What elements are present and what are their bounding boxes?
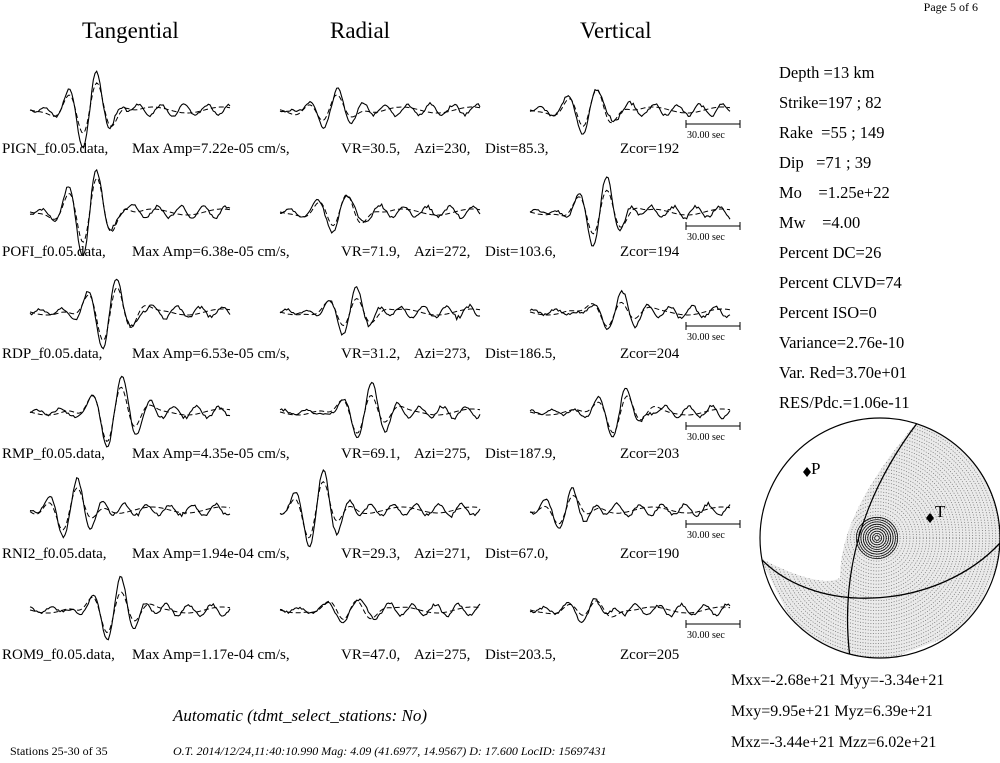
station-zcor: Zcor=192	[620, 141, 680, 157]
footer-origin: O.T. 2014/12/24,11:40:10.990 Mag: 4.09 (41.6977, 14.9567) D: 17.600 LocID: 15697431	[173, 744, 607, 758]
station-file: RDP_f0.05.data,	[2, 346, 103, 362]
station-vr: VR=71.9,	[341, 244, 401, 260]
focal-mechanism-beachball	[699, 360, 1000, 716]
observed-waveform	[530, 90, 730, 134]
header-tangential: Tangential	[82, 18, 179, 43]
station-amp: Max Amp=6.53e-05 cm/s,	[132, 346, 290, 362]
solution-param: Strike=197 ; 82	[779, 93, 882, 112]
station-amp: Max Amp=1.94e-04 cm/s,	[132, 546, 290, 562]
observed-waveform	[30, 376, 230, 447]
station-azi: Azi=230,	[414, 141, 471, 157]
station-file: RMP_f0.05.data,	[2, 446, 105, 462]
station-amp: Max Amp=6.38e-05 cm/s,	[132, 244, 290, 260]
automatic-note: Automatic (tdmt_select_stations: No)	[173, 706, 428, 725]
solution-param: Variance=2.76e-10	[779, 333, 905, 352]
station-dist: Dist=187.9,	[485, 446, 556, 462]
p-axis-label: P	[811, 459, 821, 478]
observed-waveform	[30, 577, 230, 640]
header-vertical: Vertical	[580, 18, 652, 43]
synthetic-waveform	[530, 396, 730, 433]
footer-stations: Stations 25-30 of 35	[10, 744, 108, 758]
t-axis-label: T	[935, 502, 946, 521]
time-scale-label: 30.00 sec	[687, 232, 725, 243]
solution-param: Mo =1.25e+22	[779, 183, 890, 202]
station-zcor: Zcor=205	[620, 647, 680, 663]
station-azi: Azi=273,	[414, 346, 471, 362]
moment-tensor-line: Mxz=-3.44e+21 Mzz=6.02e+21	[731, 734, 937, 751]
observed-waveform	[280, 196, 480, 233]
synthetic-waveform	[30, 488, 230, 530]
solution-param: RES/Pdc.=1.06e-11	[779, 393, 910, 412]
time-scale-bar	[686, 322, 740, 330]
observed-waveform	[530, 291, 730, 330]
synthetic-waveform	[30, 83, 230, 133]
observed-waveform	[530, 488, 730, 528]
station-azi: Azi=275,	[414, 446, 471, 462]
station-azi: Azi=275,	[414, 647, 471, 663]
header-radial: Radial	[330, 18, 391, 43]
time-scale-label: 30.00 sec	[687, 530, 725, 541]
station-dist: Dist=203.5,	[485, 647, 556, 663]
observed-waveform	[30, 478, 230, 538]
station-file: PIGN_f0.05.data,	[2, 141, 109, 157]
time-scale-bar	[686, 222, 740, 230]
solution-param: Percent DC=26	[779, 243, 882, 262]
station-file: POFI_f0.05.data,	[2, 244, 106, 260]
solution-param: Var. Red=3.70e+01	[779, 363, 908, 382]
time-scale-label: 30.00 sec	[687, 332, 725, 343]
synthetic-waveform	[280, 95, 480, 121]
station-azi: Azi=272,	[414, 244, 471, 260]
station-file: ROM9_f0.05.data,	[2, 647, 115, 663]
synthetic-waveform	[530, 190, 730, 234]
time-scale-label: 30.00 sec	[687, 630, 725, 641]
station-vr: VR=47.0,	[341, 647, 401, 663]
station-zcor: Zcor=190	[620, 546, 680, 562]
observed-waveform	[530, 388, 730, 436]
solution-param: Depth =13 km	[779, 63, 875, 82]
station-vr: VR=30.5,	[341, 141, 401, 157]
station-dist: Dist=67.0,	[485, 546, 549, 562]
synthetic-waveform	[30, 178, 230, 242]
station-file: RNI2_f0.05.data,	[2, 546, 107, 562]
station-amp: Max Amp=4.35e-05 cm/s,	[132, 446, 290, 462]
observed-waveform	[30, 71, 230, 148]
synthetic-waveform	[280, 482, 480, 538]
synthetic-waveform	[280, 601, 480, 620]
station-dist: Dist=186.5,	[485, 346, 556, 362]
solution-param: Percent ISO=0	[779, 303, 877, 322]
solution-param: Rake =55 ; 149	[779, 123, 885, 142]
station-vr: VR=31.2,	[341, 346, 401, 362]
station-zcor: Zcor=204	[620, 346, 680, 362]
moment-tensor-line: Mxy=9.95e+21 Myz=6.39e+21	[731, 703, 933, 720]
synthetic-waveform	[530, 496, 730, 525]
station-dist: Dist=85.3,	[485, 141, 549, 157]
solution-param: Percent CLVD=74	[779, 273, 902, 292]
observed-waveform	[280, 88, 480, 128]
station-dist: Dist=103.6,	[485, 244, 556, 260]
station-zcor: Zcor=194	[620, 244, 680, 260]
observed-waveform	[30, 279, 230, 348]
station-vr: VR=29.3,	[341, 546, 401, 562]
station-amp: Max Amp=1.17e-04 cm/s,	[132, 647, 290, 663]
station-zcor: Zcor=203	[620, 446, 680, 462]
time-scale-label: 30.00 sec	[687, 130, 725, 141]
station-azi: Azi=271,	[414, 546, 471, 562]
time-scale-bar	[686, 620, 740, 628]
time-scale-bar	[686, 120, 740, 128]
observed-waveform	[280, 383, 480, 438]
synthetic-waveform	[30, 287, 230, 340]
station-amp: Max Amp=7.22e-05 cm/s,	[132, 141, 290, 157]
solution-param: Dip =71 ; 39	[779, 153, 872, 172]
observed-waveform	[280, 470, 480, 547]
moment-tensor-line: Mxx=-2.68e+21 Myy=-3.34e+21	[731, 672, 945, 689]
time-scale-bar	[686, 520, 740, 528]
synthetic-waveform	[280, 299, 480, 326]
observed-waveform	[280, 287, 480, 335]
page-number: Page 5 of 6	[923, 0, 978, 14]
station-vr: VR=69.1,	[341, 446, 401, 462]
time-scale-bar	[686, 422, 740, 430]
time-scale-label: 30.00 sec	[687, 432, 725, 443]
solution-param: Mw =4.00	[779, 213, 861, 232]
